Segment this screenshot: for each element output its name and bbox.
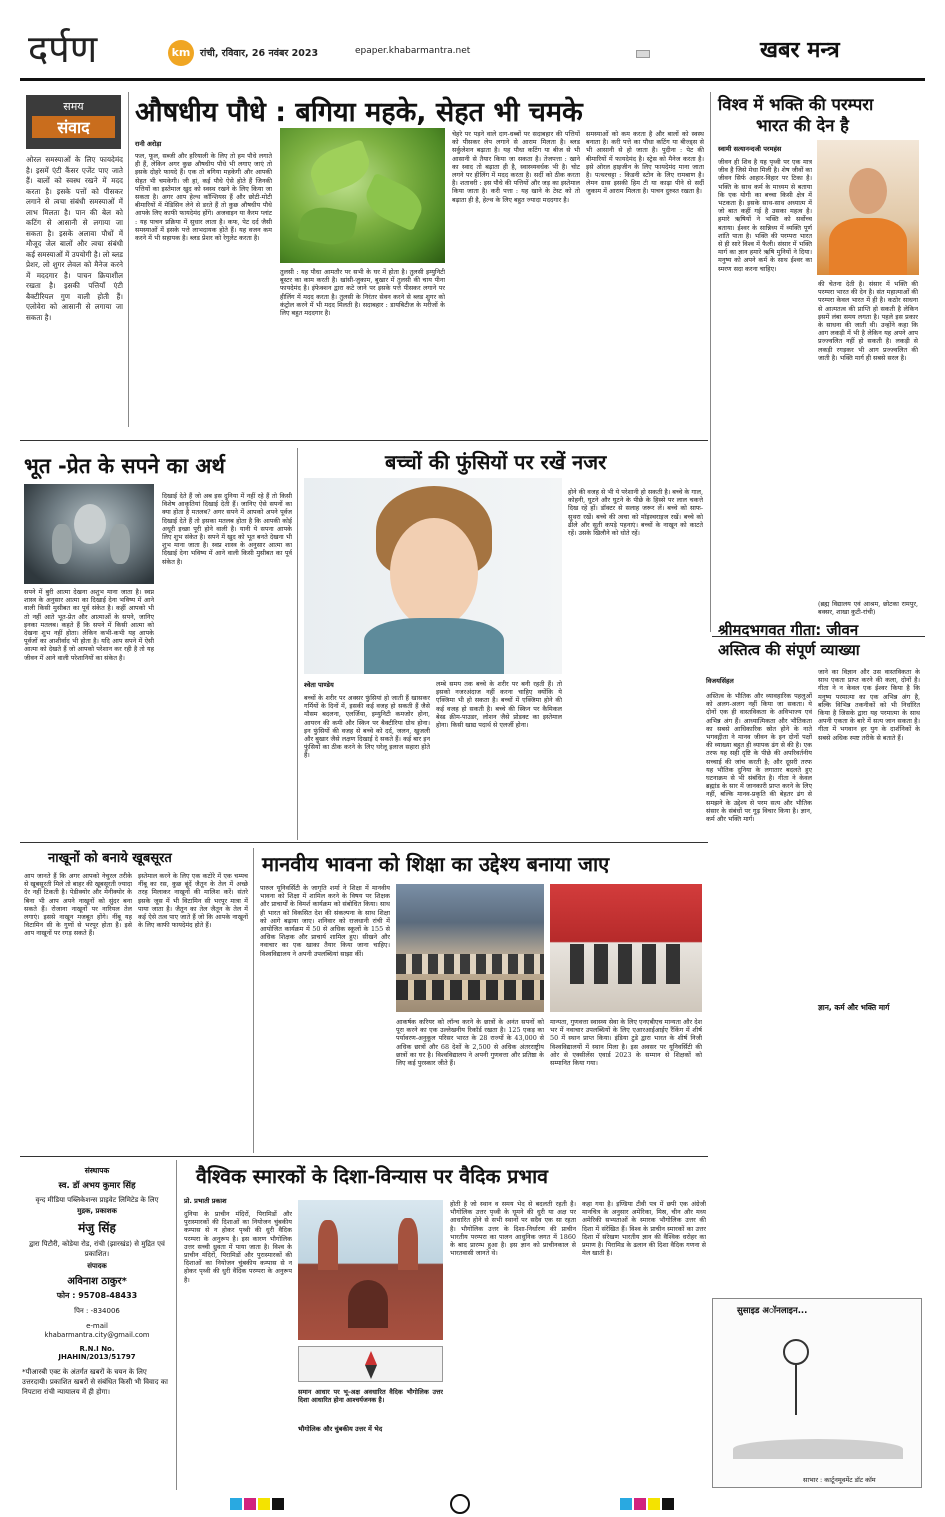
rule [20, 440, 708, 441]
bhakti-body: जीवन ही शिव है यह पृथ्वी पर एक मात्र जीव है जिसे मेधा मिली है। शेष जीवों का जीवन सिर्फ आहार-विहार पर टिका है। भक्ति के साथ कर्म के माध्यम से बताया कि एक योगी का बच्चा किसी क्षेत्र में भटकता है। इसके साथ-साथ अध्यात्म में जो बात कहीं गई है उसका महत्व है। हमारे ऋषियों ने भक्ति को सर्वोच्च बताया। ईश्वर के सान्निध्य में व्यक्ति पूर्ण शांति पाता है। भक्ति की परम्परा भारत से ही सारे विश्व में फैली। संसार में भक्ति मार्ग का ज्ञान हमारे ऋषि मुनियों ने दिया। मनुष्य को अपने कर्म के साथ ईश्वर का स्मरण सदा करना चाहिए। [718, 158, 812, 273]
masthead [0, 0, 945, 80]
body-shape [364, 618, 504, 674]
imprint-editor: अविनाश ठाकुर* [67, 1276, 127, 1287]
samay-body: ओरल समस्याओं के लिए फायदेमंद है। इसमें एंटी कैंसर एजेंट पाए जाते हैं। बालों को स्वस्थ रखने में मदद करता है। इसके पत्तों को पीसकर लगाने से त्वचा संबंधी समस्याओं में लाभ मिलता है। पान की बेल को कटिंग से आसानी से लगाया जा सकता है। इसके अलावा पौधों में मौजूद जेल बालों और त्वचा संबंधी कई समस्याओं में उपयोगी है। लो ब्लड प्रेशर, लो शुगर लेवल को मैनेज करने में मददगार है। पाचन क्रियाशील रखता है। इसकी पत्तियाँ एंटी बैक्टीरियल गुण वाली होती हैं। एलोवेरा को आसानी से लगाया जा सकता है। [26, 155, 123, 322]
vaishvik-body-a: दुनिया के प्राचीन मंदिरों, पिरामिडों और पुरास्मारकों की दिशाओं का नियोजन चुंबकीय कम्पास से न होकर पृथ्वी की धुरी वैदिक परम्परा के अनुरूप है। इस कारण भौगोलिक उत्तर सच्ची ध्रुवता में पाया जाता है। विश्व के प्राचीन मंदिरों, पिरामिडों और पुरास्मारकों की दिशाओं का नियोजन चुंबकीय कम्पास से न होकर पृथ्वी की धुरी वैदिक परम्परा के अनुरूप है। [184, 1210, 292, 1284]
cartoon-title: सुसाइड अॉनलाइन... [737, 1306, 808, 1316]
nakhun-body-b: इस्तेमाल करने के लिए एक कटोरे में एक चम्मच नींबू का रस, कुछ बूंदें जैतून के तेल में अच्छे तरह मिलाकर नाखूनों की मालिश करें। संतरे इसके जूस में भी विटामिन सी भरपूर मात्रा में पाया जाता है। जैतून का तेल जैतून के तेल में कई ऐसे तत्व पाए जाते हैं जो कि आपके नाखूनों के लिए काफी फायदेमंद होते हैं। [138, 872, 248, 930]
rule [20, 1156, 708, 1157]
imprint-rni-no: JHAHIN/2013/51797 [58, 1353, 136, 1361]
robe-shape [829, 218, 907, 275]
khabar-mantra-logo: खबर मन्त्र [760, 38, 840, 63]
audience-row [396, 980, 544, 1000]
gita-byline: विजयसिंहल [706, 677, 734, 685]
imprint-title: संस्थापक [84, 1166, 110, 1175]
cartoon-figure [783, 1339, 809, 1365]
rule [176, 1160, 177, 1490]
yellow-swatch [648, 1498, 660, 1510]
black-swatch [272, 1498, 284, 1510]
swami-portrait-photo [817, 140, 919, 275]
vaishvik-body-c: कहा गया है। इण्डिया टीवी पत्र में छपी एक अंग्रेजी मानचित्र के अनुसार अमेरिका, मिस्र, चीन और मध्य अमेरिकी सभ्यताओं के स्मारक भौगोलिक उत्तर की दिशा में संरेखित हैं। विश्व के प्राचीन स्मारकों का उत्तर दिशा में संरेखण भारतीय ज्ञान की वैश्विक धरोहर का प्रमाण है। पिरामिड के ढलान की दिशा वैदिक गणना से मेल खाती है। [582, 1200, 706, 1258]
bhakti-headline-line1: विश्व में भक्ति की परम्परा [718, 95, 874, 114]
seminar-stage-photo [550, 884, 702, 1012]
nakhun-body-a: आप जानते हैं कि अगर आपको नेचुरल तरीके से खूबसूरती मिले तो बाहर की खूबसूरती ज्यादा देर नहीं टिकती है। पेडीक्योर और मेनीक्योर के बिना भी आप अपने नाखूनों को सुंदर बना सकते हैं। रोजाना नाखूनों पर नारियल तेल लगाएं। इससे नाखून मजबूत होंगे। नींबू यह विटामिन सी के गुणों से भरपूर होता है। इसे आप नाखूनों पर रगड़ सकते हैं। [24, 872, 132, 938]
epaper-url[interactable]: epaper.khabarmantra.net [355, 46, 471, 56]
samay-label: समय [63, 100, 84, 113]
gita-body-a: अस्तित्व के भौतिक और व्यावहारिक पहलुओं को अलग-अलग नहीं किया जा सकता। ये दोनों एक ही वास्तविकता के अविभाज्य एवं अभिन्न अंग हैं। आध्यात्मिकता और भौतिकता का सबसे आधिकारिक स्रोत होने के नाते भगवद्गीता ने मानव जीवन के इन दोनों पक्षों की व्याख्या बहुत ही व्यापक ढंग से की है। एक तरफ यह सही दृष्टि के पीछे की अपरिवर्तनीय सच्चाई की जांच करती है; और दूसरी तरफ यह भौतिक दुनिया के लगातार बदलते हुए घटनाक्रम से भी संबंधित है। गीता ने केवल ब्रह्मांड के सार में जानकारी प्राप्त करने के लिए नहीं, बल्कि मानव-प्रकृति की बेहतर ढंग से समझने के उद्देश्य से परम सत्य और भौतिक संसार के संबंधों पर गूढ़ विचार किया है। ज्ञान, कर्म और भक्ति मार्ग। [706, 692, 812, 824]
funsi-headline: बच्चों की फुंसियों पर रखें नजर [385, 450, 607, 474]
cartoon-figure-body [795, 1365, 797, 1415]
vaishvik-caption-a: समान आधार पर भू-अक्ष अवधारित वैदिक भौगोलिक उत्तर दिशा आधारित होना आश्चर्यजनक है। [298, 1388, 443, 1405]
article1-body-b: तुलसी : यह पौधा आमतौर पर सभी के घर में होता है। तुलसी इम्युनिटी बूस्टर का काम करती है। खांसी-जुकाम, बुखार में तुलसी की चाय पीना फायदेमंद है। इंफेक्शन द्वारा कटे जाने पर इसके पत्ते पीसकर लगाने पर हीलिंग में मदद करता है। तुलसी के निरंतर सेवन करने से ब्लड शुगर को कंट्रोल करने में भी मदद मिलती है। सदाबहार : डायबिटीज के मरीजों के लिए बहुत मददगार है। [280, 268, 445, 318]
km-logo-icon [168, 40, 194, 66]
black-swatch [662, 1498, 674, 1510]
bhakti-byline: स्वामी सत्यानन्दजी परमहंस [718, 145, 782, 153]
audience-row [396, 954, 544, 974]
cyan-swatch [230, 1498, 242, 1510]
imprint-pin: पिन : -834006 [74, 1307, 120, 1315]
article1-byline: रानी अरोड़ा [135, 140, 162, 148]
vaishvik-byline: प्रो. प्रभाती प्रकाश [184, 1197, 227, 1205]
small-flag-icon [636, 50, 650, 58]
leaf-shape [297, 203, 357, 248]
face-shape [74, 504, 106, 544]
hand-shape [52, 524, 72, 564]
monument-photo [298, 1200, 443, 1340]
imprint-note: *पीआरबी एक्ट के अंतर्गत खबरों के चयन के लिए उत्तरदायी। प्रकाशित खबरों से संबंधित किसी भी विवाद का निपटारा रांची न्यायालय में ही होगा। [22, 1368, 168, 1396]
stage-people [570, 944, 682, 984]
cartoon-credit: साभार : कार्टूनमूवमेंट डॉट कॉम [803, 1476, 876, 1484]
manviya-body-b: आकर्षक करियर को लॉन्च करने के छात्रों के अनंत सपनों को पूरा करने का एक उल्लेखनीय रिकॉर्ड रखता है। 125 एकड़ का पर्यावरण-अनुकूल परिसर भारत के 28 राज्यों के 43,000 से अधिक छात्रों और 68 देशों के 2,500 से अधिक अंतरराष्ट्रीय छात्रों का घर है। विश्वविद्यालय ने अपनी गुणवत्ता और प्रतिष्ठा के लिए कई पुरस्कार जीते हैं। [396, 1018, 544, 1068]
manviya-headline: मानवीय भावना को शिक्षा का उद्देश्य बनाया जाए [262, 852, 610, 876]
gita-headline-line1: श्रीमदभगवत गीता: जीवन [718, 621, 859, 639]
darpan-logo: दर्पण [28, 27, 98, 71]
compass-needle-icon [365, 1351, 377, 1379]
rule [20, 842, 708, 843]
rule [253, 848, 254, 1153]
article1-body-d: समस्याओं को कम करता है और बालों को स्वस्थ बनाता है। करी पत्ते का पौधा कटिंग या बीज्ड्स से भी आसानी से हो जाता है। पुदीना : पेट की बीमारियों में फायदेमंद है। स्ट्रेस को मैनेज करता है। इसे ओरल हाइजीन के लिए फायदेमंद माना जाता है। पत्थरचट्टा : किडनी स्टोन के लिए रामबाण है। लेमन ग्रास इसकी हिम टी या काढ़ा पीने से सर्दी जुकाम में आराम मिलता है। पाचन दुरुस्त रखता है। [586, 130, 704, 196]
vaishvik-caption-b: भौगोलिक और चुंबकीय उत्तर में भेद [298, 1425, 383, 1433]
child-face-photo [304, 478, 562, 674]
imprint-role1: मुद्रक, प्रकाशक [77, 1207, 117, 1215]
samvad-label: संवाद [32, 116, 115, 138]
manviya-body-c: मान्यता, गुणवत्ता स्वास्थ्य सेवा के लिए एनएबीएच मान्यता और देश भर में नवाचार उपलब्धियों के लिए एआरआईआईए रैंकिंग में शीर्ष 50 में स्थान प्राप्त किया। इंडिया टुडे द्वारा भारत के शीर्ष निजी विश्वविद्यालयों में स्थान मिला है। इस अवसर पर यूनिवर्सिटी की ओर से एक्सीलेंस एवार्ड 2023 के सम्मान से शिक्षकों को सम्मानित किया गया। [550, 1018, 702, 1068]
magenta-swatch [634, 1498, 646, 1510]
funsi-body-a: बच्चों के शरीर पर अक्सर फुंसियां हो जाती हैं खासकर गर्मियों के दिनों में, इसकी कई वजह हो सकती हैं जैसे मौसम बदलना, एलर्जिया, इम्युनिटी कमजोर होना, आयरन की कमी और स्किन पर बैक्टीरिया ग्रोथ होना। इन फुंसियों की वजह से बच्चे को दर्द, जलन, खुजली और बुखार जैसे लक्षण दिखाई दे सकते हैं। कई बार इन फुंसियों का ठीक करने के लिए घरेलू इलाज सहारा होते हैं। [304, 694, 430, 760]
funsi-body-c: होने की वजह से भी ये परेशानी हो सकती है। बच्चे के गाल, कोहनी, घुटने और घुटने के पीछे के हिस्से पर लाल चकत्ते दिख रहे हों। डॉक्टर से सलाह जरूर लें। बच्चे को साफ-सुथरा रखें। बच्चे की त्वचा को मॉइस्चराइज रखें। बच्चे को ढीले और सूती कपड़े पहनाएं। बच्चों के नाखून को काटते रहें। उसके खिलौने को धोते रहें। [568, 488, 703, 538]
tower-shape [318, 1220, 338, 1270]
gita-body-b: जाने का विज्ञान और उस वास्तविकता के साथ एकता प्राप्त करने की कला, दोनों है। गीता ने न केवल एक ईश्वर किया है कि मनुष्य परमात्मा का एक अभिन्न अंग है, बल्कि विभिन्न तकनीकों को भी निर्धारित किया है जिसके द्वारा यह परमात्मा के साथ अपनी एकता के बारे में सत्य जान सकता है। गीता में भगवान हर युग के दार्शनिकों के सबसे अधिक स्पष्ट तरीके से बताते हैं। [818, 668, 920, 742]
rule [297, 448, 298, 840]
article1-body-a: फल, फूल, सब्जी और हरियाली के लिए तो हम पौधे लगाते ही हैं, लेकिन अगर कुछ औषधीय पौधे भी लगाए जाएं तो इसके दोहरे फायदे हैं। एक तो बगिया महकेगी और आपकी सेहत भी चमकेगी। जी हां, कई पौधे ऐसे होते हैं जिनकी पत्तियों का इस्तेमाल खुद को स्वस्थ रखने के लिए किया जा सकता है। अगर आप हेल्थ कॉन्शियस हैं और छोटी-मोटी बीमारियों में मेडिसिन लेने से डरते हैं तो कुछ औषधीय पौधे आपके लिए काफी फायदेमंद होंगे। अजवाइन या कैरम प्लांट : यह पाचन प्रक्रिया में सुधार लाता है। कफ, पेट दर्द जैसी समस्याओं में इसके पत्ते लाभदायक होते हैं। यह वजन कम करने में भी सहायक है। ब्लड प्रेशर को रेगुलेट करता है। [135, 152, 272, 243]
manviya-body-a: पारुल यूनिवर्सिटी के जागृति शर्मा ने शिक्षा में मानवीय भावना को शिक्षा में शामिल करने के विषय पर शिक्षक और प्राचार्यों के विमर्श कार्यक्रम को संबोधित किया। साथ ही भारत को विकसित देश की संकल्पना के साथ शिक्षा को आगे बढ़ाया जाए। शनिवार को राजधानी रांची में आयोजित कार्यक्रम में 50 से अधिक स्कूलों के 155 से अधिक शिक्षक और प्राचार्य शामिल हुए। सीखने और नवाचार का एक खाका तैयार किया जाना चाहिए। विश्वविद्यालय ने अपनी उपलब्धियां साझा कीं। [260, 884, 390, 958]
registration-mark-icon [450, 1494, 470, 1514]
imprint-email[interactable]: khabarmantra.city@gmail.com [44, 1331, 150, 1339]
imprint-phone: फोन : 95708-48433 [56, 1291, 138, 1300]
km-logo-text: km [171, 46, 191, 59]
magenta-swatch [244, 1498, 256, 1510]
ghost-woman-photo [24, 484, 154, 584]
cartoon-ground [733, 1439, 903, 1459]
hand-shape [110, 524, 130, 564]
rule [128, 92, 129, 427]
imprint-publisher: मंजु सिंह [78, 1221, 116, 1235]
cyan-swatch [620, 1498, 632, 1510]
imprint-rni: R.N.I No. [79, 1345, 115, 1353]
leaf-shape [305, 139, 375, 197]
imprint-founder: स्व. डॉ अभय कुमार सिंह [58, 1181, 136, 1191]
tower-shape [398, 1218, 418, 1270]
masthead-rule [20, 78, 925, 81]
imprint-email-label: e-mail [86, 1322, 108, 1330]
imprint-role2: संपादक [87, 1262, 107, 1270]
face-shape [849, 168, 887, 214]
imprint-box [22, 1162, 172, 1492]
imprint-address: द्वारा पिटौरी, कोडेया रोड, रांची (झारखंड) से मुद्रित एवं प्रकाशित। [29, 1240, 165, 1258]
dateline: रांची, रविवार, 26 नवंबर 2023 [200, 48, 319, 59]
samay-samvad-label [26, 95, 121, 149]
bhakti-headline-line2: भारत की देन है [756, 116, 849, 135]
vaishvik-headline: वैश्विक स्मारकों के दिशा-विन्यास पर वैदिक प्रभाव [196, 1165, 548, 1188]
bhakti-body-right: की चेतना देती है। संसार में भक्ति की परम्परा भारत की देन है। संत महात्माओं की परम्परा केवल भारत में ही है। कठोर साधना से आत्मतत्व की प्राप्ति हो सकती है लेकिन इसमें लंबा समय लगता है। पहले इस प्रकार के साधना की जाती थी। उन्होंने कहा कि आग लकड़ी में भी है लेकिन यह अपने आप प्रज्ज्वलित नहीं हो सकती है। लकड़ी से लकड़ी रगड़कर भी आग प्रज्ज्वलित की जाती है। भक्ति मार्ग ही सबसे सरल है। [818, 280, 918, 362]
article1-body-c: चेहरे पर पड़ने वाले दाग-धब्बों पर सदाबहार की पत्तियों को पीसकर लेप लगाने से आराम मिलता है। ब्लड सर्कुलेशन बढ़ाता है। यह पौधा कटिंग या बीज से भी आसानी से तैयार किया जा सकता है। तेजपत्ता : खाने का स्वाद तो बढ़ाता ही है, स्वास्थ्यवर्धक भी है। चोट लगने पर हीलिंग में मदद करता है। सर्दी को ठीक करता है। शतावरी : इस पौधे की पत्तियों और जड़ का इस्तेमाल किया जाता है। करी पत्ता : यह खाने के टेस्ट को तो बढ़ाता ही है, हेल्थ के लिए बहुत ज्यादा मददगार है। [452, 130, 580, 204]
article1-headline: औषधीय पौधे : बगिया महके, सेहत भी चमके [135, 97, 583, 128]
funsi-body-b: लम्बे समय तक बच्चे के शरीर पर बनी रहती हैं। तो इसको नजरअंदाज नहीं करना चाहिए क्योंकि ये एक्जिमा भी हो सकता है। बच्चों में एक्जिमा होने की कई वजह हो सकती है। बच्चे की स्किन पर कैमिकल बेस्ड क्रीम-पाउडर, लोशन जैसे प्रोडक्ट का इस्तेमाल होना। किसी खाद्य पदार्थ से एलर्जी होना। [436, 680, 562, 730]
yellow-swatch [258, 1498, 270, 1510]
rule [710, 92, 711, 632]
imprint-company: वृन्द मीडिया पब्लिकेशन्स प्राइवेट लिमिटेड के लिए [35, 1196, 159, 1204]
funsi-byline: श्वेता पाण्डेय [304, 681, 334, 689]
gita-subhead: ज्ञान, कर्म और भक्ति मार्ग [818, 1003, 890, 1012]
gita-headline-line2: अस्तित्व की संपूर्ण व्याख्या [718, 641, 860, 659]
cartoon-box [712, 1298, 922, 1488]
bhoot-body-a: सपने में बुरी आत्मा देखना अशुभ माना जाता है। स्वप्न शास्त्र के अनुसार आत्मा का दिखाई देना भविष्य में आने वाली किसी मुसीबत का पूर्व संकेत है। कहीं आपको भी तो नहीं आते भूत-प्रेत और आत्माओं के सपने, जानिए इनका मतलब। कहते हैं कि सपने में किसी आत्मा को देखना शुभ नहीं होता। लेकिन कभी-कभी यह आपके पूर्वजों का आशीर्वाद भी होता है। यदि आप सपने में ऐसी आत्मा को देखते हैं जो आपको परेशान कर रही है तो यह जीवन में आने वाली परेशानियों का संकेत है। [24, 588, 154, 662]
bhoot-headline: भूत -प्रेत के सपने का अर्थ [24, 454, 225, 478]
gate-shape [348, 1280, 388, 1328]
compass-diagram [298, 1346, 443, 1382]
face-shape [390, 518, 478, 628]
mint-leaves-photo [280, 128, 445, 263]
nakhun-headline: नाखूनों को बनाये खूबसूरत [48, 851, 172, 866]
bhoot-body-b: दिखाई देते हैं जो अब इस दुनिया में नहीं रहे हैं तो किसी विशेष आकृतियां दिखाई देती हैं। जानिए ऐसे सपनों का क्या होता है मतलब? अगर सपने में आपको अपने पूर्वज दिखाई देते हैं तो इसका मतलब होता है कि आपकी कोई अधूरी इच्छा पूरी होने वाली है। यानी ये सपना आपके लिए शुभ संकेत है। सपने में खुद को भूत बनते देखना भी शुभ माना जाता है। स्वप्न शास्त्र के अनुसार आत्मा का दिखाई देना भविष्य में आने वाली किसी मुसीबत का पूर्व संकेत है। [162, 492, 292, 566]
bhakti-note: (ब्रह्म विद्यालय एवं आश्रम, छोटका रामपुर, बक्सर, शाखा कुटी-रांची) [818, 600, 918, 617]
vaishvik-body-b: होती है जो स्थान व समय भेद से बदलती रहती है। भौगोलिक उत्तर पृथ्वी के घूमने की धुरी या अक्ष पर आधारित होने से सभी स्थानों पर सदैव एक सा रहता है। भौगोलिक उत्तर के दिशा-निर्धारण की प्राचीन भारतीय परम्परा का पालन आधुनिक जगत में 1860 के बाद प्रारम्भ हुआ है। इस ज्ञान को प्राचीनकाल से भारतवासी जानते थे। [450, 1200, 576, 1258]
leaf-shape [360, 173, 429, 232]
seminar-audience-photo [396, 884, 544, 1012]
